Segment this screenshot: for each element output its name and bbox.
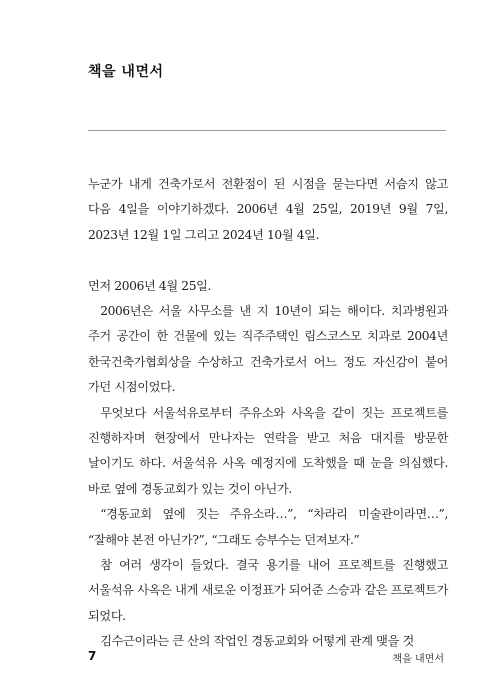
- paragraph: 김수근이라는 큰 산의 작업인 경동교회와 어떻게 관계 맺을 것: [100, 634, 414, 649]
- body-text: [88, 172, 448, 655]
- paragraph: 2006년은 서울 사무소를 낸 지 10년이 되는 해이다. 치과병원과 주거 공간이 한 건물에 있는 직주주택인 림스코스모 치과로 2004년 한국건축가협회상을 수상하고 건축가로서 어느 정도 자신감이 붙어 가던 시점이었다.: [88, 304, 448, 395]
- paragraph: 누군가 내게 건축가로서 전환점이 된 시점을 묻는다면 서슴지 않고 다음 4일을 이야기하겠다. 2006년 4월 25일, 2019년 9월 7일, 2023년 12월 1일 그리고 2024년 10월 4일.: [88, 177, 448, 242]
- paragraph-gap: [88, 248, 448, 273]
- page-number: 7: [88, 649, 97, 663]
- paragraph: 먼저 2006년 4월 25일.: [88, 278, 212, 293]
- paragraph: 참 여러 생각이 들었다. 결국 용기를 내어 프로젝트를 진행했고 서울석유 사옥은 내게 새로운 이정표가 되어준 스승과 같은 프로젝트가 되었다.: [88, 558, 448, 623]
- chapter-title: 책을 내면서: [88, 64, 164, 80]
- running-header: 책을 내면서: [392, 654, 444, 665]
- paragraph: “경동교회 옆에 짓는 주유소라…”, “차라리 미술관이라면…”, “잘해야 본전 아닌가?”, “그래도 승부수는 던져보자.”: [88, 507, 448, 547]
- paragraph: 무엇보다 서울석유로부터 주유소와 사옥을 같이 짓는 프로젝트를 진행하자며 현장에서 만나자는 연락을 받고 처음 대지를 방문한 날이기도 하다. 서울석유 사옥 예정지에 도착했을 때 눈을 의심했다. 바로 옆에 경동교회가 있는 것이 아닌가.: [88, 405, 448, 496]
- title-divider: [88, 130, 446, 131]
